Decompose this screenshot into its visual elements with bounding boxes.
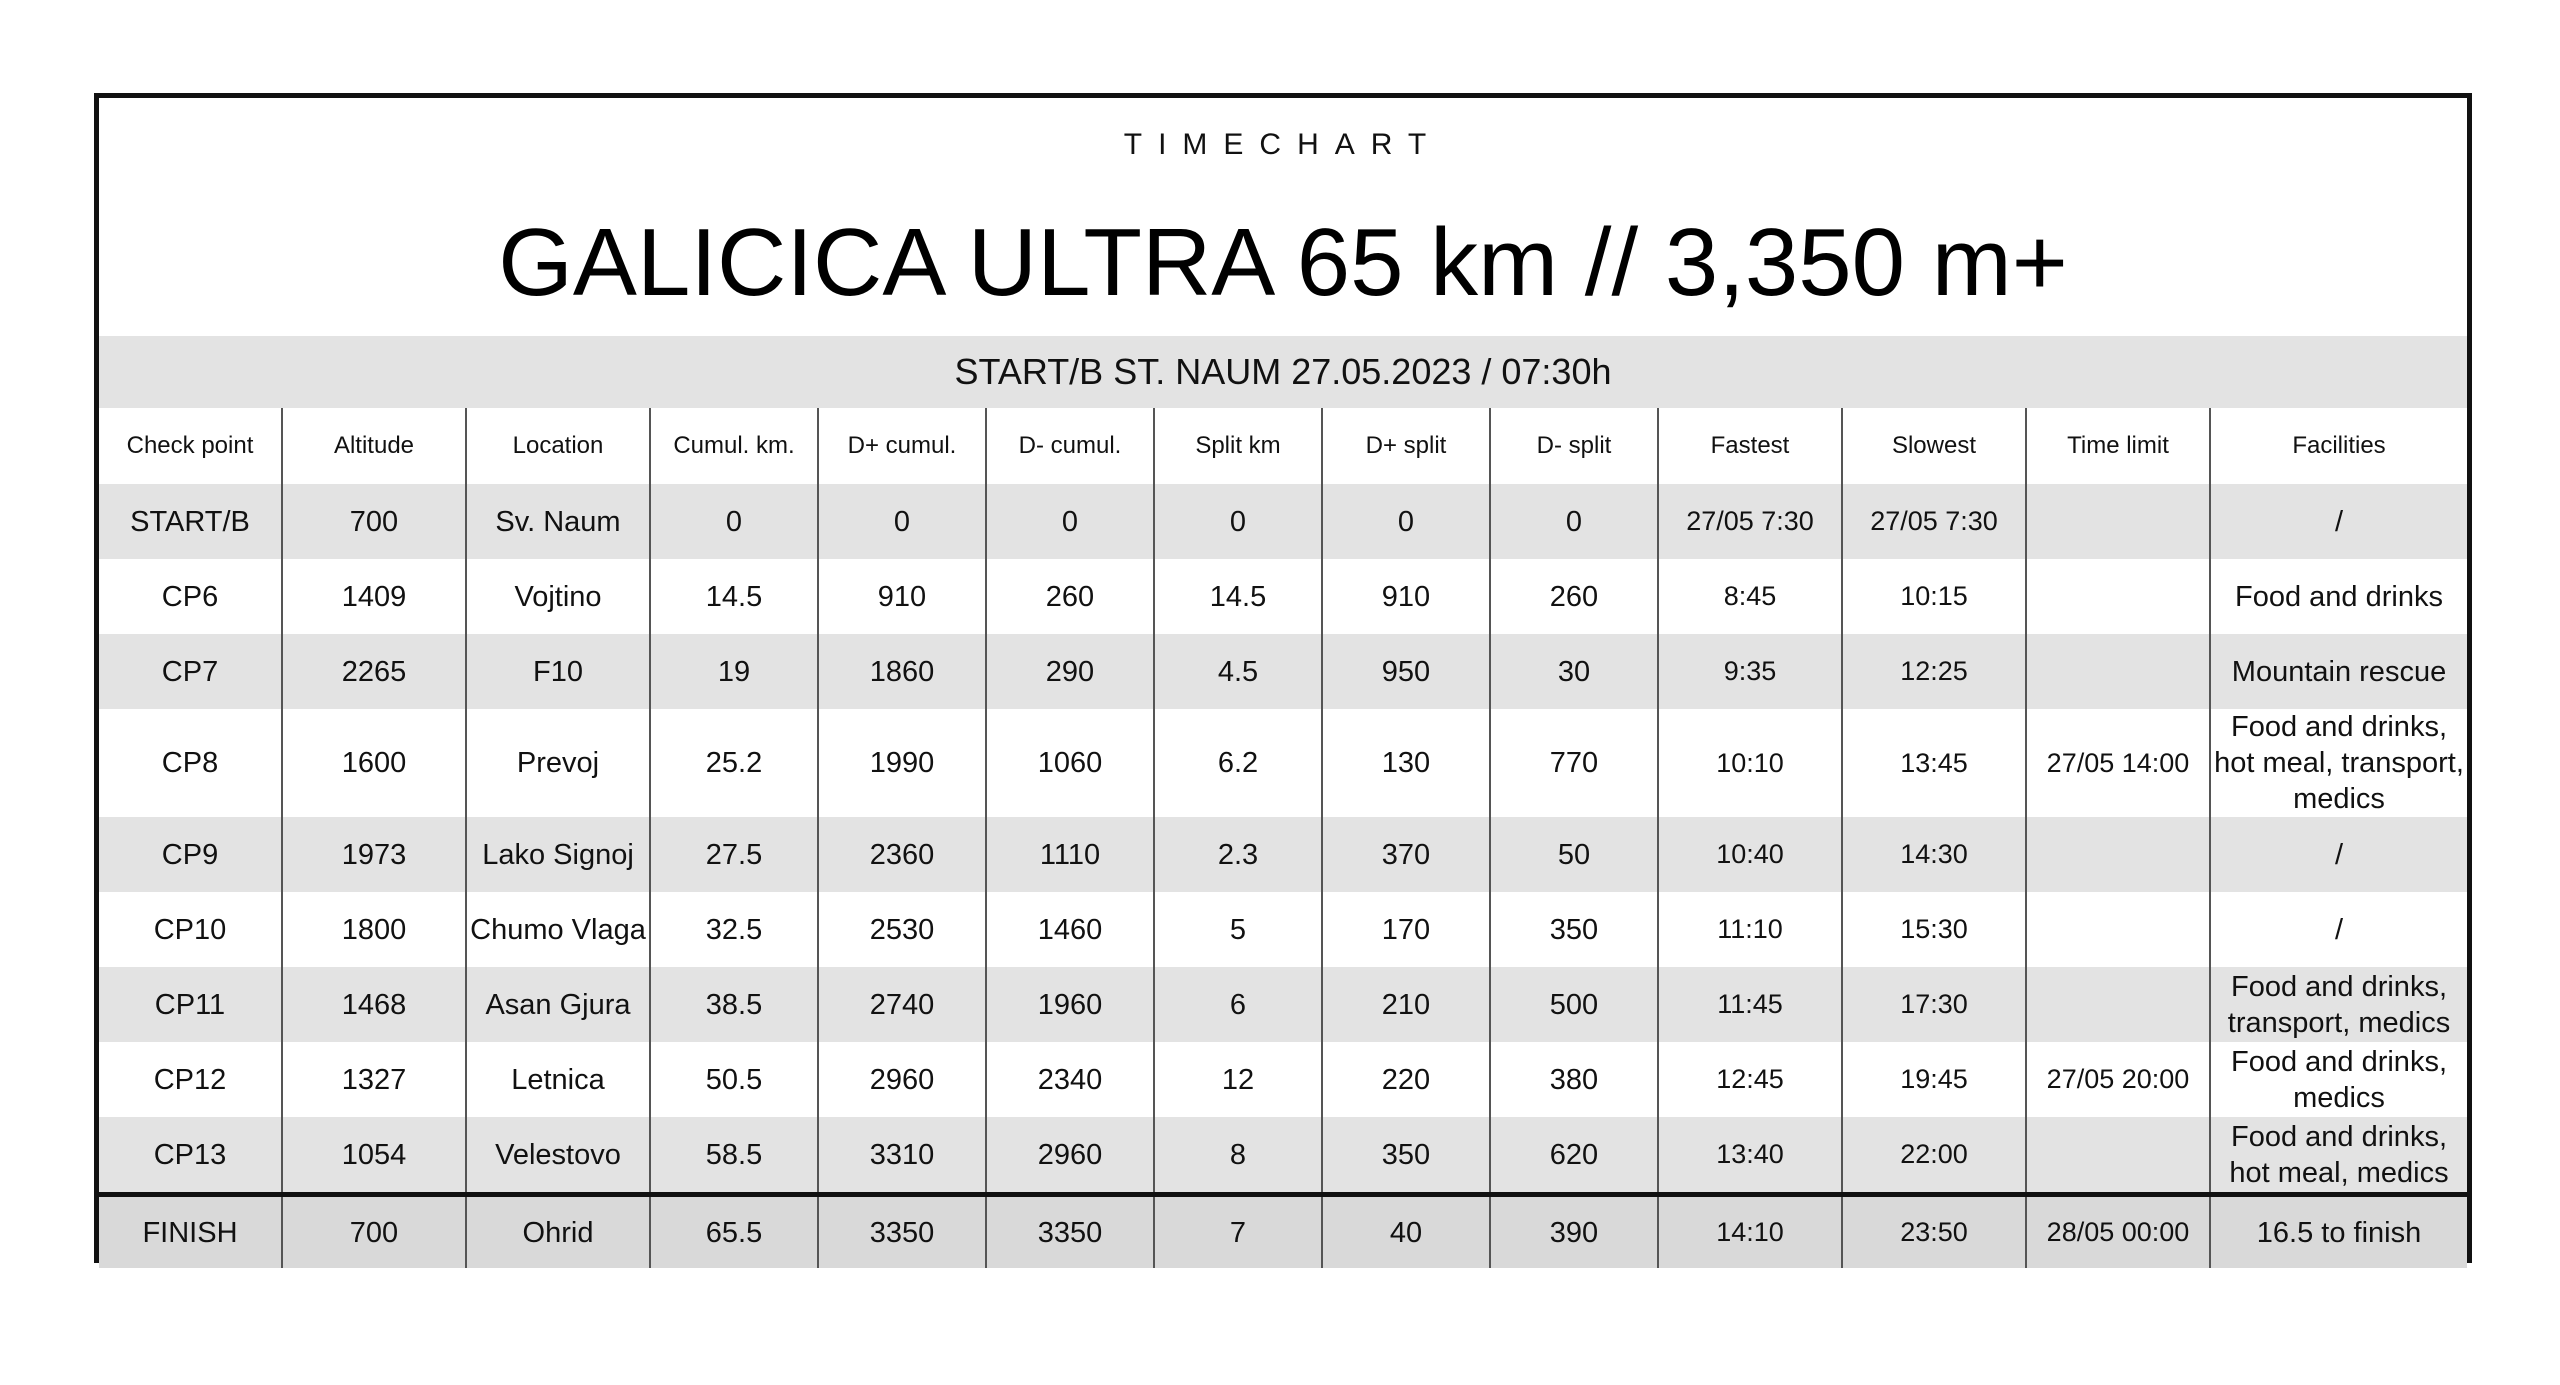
cell-facilities: Food and drinks, hot meal, transport, medics <box>2210 709 2467 817</box>
cell-cumul-km: 50.5 <box>650 1042 818 1117</box>
cell-altitude: 1973 <box>282 817 466 892</box>
cell-dplus-split: 0 <box>1322 484 1490 559</box>
table-row <box>99 484 2467 559</box>
cell-location: Velestovo <box>466 1117 650 1195</box>
cell-dminus-split: 380 <box>1490 1042 1658 1117</box>
cell-altitude: 700 <box>282 484 466 559</box>
cell-cumul-km: 25.2 <box>650 709 818 817</box>
cell-time-limit: 28/05 00:00 <box>2026 1195 2210 1269</box>
cell-fastest: 8:45 <box>1658 559 1842 634</box>
cell-dplus-split: 350 <box>1322 1117 1490 1195</box>
cell-facilities: Food and drinks, hot meal, medics <box>2210 1117 2467 1195</box>
timechart-kicker: TIMECHART <box>1123 128 1443 161</box>
cell-split-km: 4.5 <box>1154 634 1322 709</box>
start-info-bar: START/B ST. NAUM 27.05.2023 / 07:30h <box>99 336 2467 408</box>
cell-fastest: 27/05 7:30 <box>1658 484 1842 559</box>
cell-altitude: 2265 <box>282 634 466 709</box>
cell-altitude: 1054 <box>282 1117 466 1195</box>
cell-dminus-cumul: 1060 <box>986 709 1154 817</box>
column-header: Fastest <box>1658 408 1842 484</box>
cell-facilities: / <box>2210 892 2467 967</box>
cell-time-limit <box>2026 484 2210 559</box>
cell-time-limit <box>2026 1117 2210 1195</box>
column-header: Split km <box>1154 408 1322 484</box>
cell-altitude: 1600 <box>282 709 466 817</box>
cell-time-limit <box>2026 967 2210 1042</box>
table-row <box>99 967 2467 1042</box>
table-row <box>99 559 2467 634</box>
cell-fastest: 9:35 <box>1658 634 1842 709</box>
cell-dplus-split: 910 <box>1322 559 1490 634</box>
table-row <box>99 1117 2467 1195</box>
cell-split-km: 0 <box>1154 484 1322 559</box>
cell-dplus-cumul: 2530 <box>818 892 986 967</box>
cell-time-limit <box>2026 634 2210 709</box>
cell-split-km: 5 <box>1154 892 1322 967</box>
cell-altitude: 1468 <box>282 967 466 1042</box>
cell-dplus-cumul: 1860 <box>818 634 986 709</box>
cell-fastest: 11:45 <box>1658 967 1842 1042</box>
cell-location: Letnica <box>466 1042 650 1117</box>
cell-location: Asan Gjura <box>466 967 650 1042</box>
cell-location: Sv. Naum <box>466 484 650 559</box>
timechart-frame <box>94 93 2472 1263</box>
cell-dplus-cumul: 0 <box>818 484 986 559</box>
cell-dminus-split: 0 <box>1490 484 1658 559</box>
cell-checkpoint: CP10 <box>153 913 227 946</box>
cell-slowest: 17:30 <box>1842 967 2026 1042</box>
column-header: Facilities <box>2210 408 2467 484</box>
cell-facilities: / <box>2210 817 2467 892</box>
table-row <box>99 892 2467 967</box>
cell-fastest: 11:10 <box>1658 892 1842 967</box>
cell-cumul-km: 19 <box>650 634 818 709</box>
cell-dminus-split: 260 <box>1490 559 1658 634</box>
cell-split-km: 6 <box>1154 967 1322 1042</box>
cell-split-km: 8 <box>1154 1117 1322 1195</box>
cell-dminus-cumul: 260 <box>986 559 1154 634</box>
cell-dminus-split: 770 <box>1490 709 1658 817</box>
cell-dminus-cumul: 1110 <box>986 817 1154 892</box>
cell-checkpoint: START/B <box>99 484 282 559</box>
cell-dplus-cumul: 3350 <box>818 1195 986 1269</box>
cell-split-km: 12 <box>1154 1042 1322 1117</box>
cell-slowest: 12:25 <box>1842 634 2026 709</box>
cell-slowest: 15:30 <box>1842 892 2026 967</box>
cell-dplus-cumul: 910 <box>818 559 986 634</box>
cell-slowest: 10:15 <box>1842 559 2026 634</box>
cell-location: Chumo Vlaga <box>466 892 650 967</box>
cell-dplus-split: 370 <box>1322 817 1490 892</box>
cell-dplus-split: 950 <box>1322 634 1490 709</box>
cell-slowest: 13:45 <box>1842 709 2026 817</box>
column-header: Slowest <box>1842 408 2026 484</box>
column-header: Location <box>466 408 650 484</box>
cell-checkpoint: CP6 <box>161 580 219 613</box>
cell-cumul-km: 0 <box>650 484 818 559</box>
cell-split-km: 6.2 <box>1154 709 1322 817</box>
column-header: Time limit <box>2026 408 2210 484</box>
cell-time-limit <box>2026 817 2210 892</box>
cell-cumul-km: 27.5 <box>650 817 818 892</box>
cell-slowest: 14:30 <box>1842 817 2026 892</box>
cell-time-limit <box>2026 892 2210 967</box>
cell-cumul-km: 38.5 <box>650 967 818 1042</box>
cell-dminus-split: 390 <box>1490 1195 1658 1269</box>
cell-dminus-split: 500 <box>1490 967 1658 1042</box>
cell-checkpoint: CP9 <box>99 817 282 892</box>
cell-split-km: 14.5 <box>1154 559 1322 634</box>
cell-altitude: 1800 <box>282 892 466 967</box>
cell-dminus-cumul: 1460 <box>986 892 1154 967</box>
cell-dminus-split: 620 <box>1490 1117 1658 1195</box>
cell-facilities: / <box>2210 484 2467 559</box>
cell-dminus-split: 350 <box>1490 892 1658 967</box>
cell-fastest: 12:45 <box>1658 1042 1842 1117</box>
cell-fastest: 10:10 <box>1658 709 1842 817</box>
cell-dplus-cumul: 1990 <box>818 709 986 817</box>
cell-dplus-split: 170 <box>1322 892 1490 967</box>
cell-altitude: 700 <box>282 1195 466 1269</box>
cell-slowest: 22:00 <box>1842 1117 2026 1195</box>
cell-split-km: 7 <box>1154 1195 1322 1269</box>
finish-row <box>99 1195 2467 1269</box>
cell-time-limit: 27/05 14:00 <box>2026 709 2210 817</box>
cell-dplus-cumul: 2360 <box>818 817 986 892</box>
cell-dminus-cumul: 3350 <box>986 1195 1154 1269</box>
cell-fastest: 14:10 <box>1658 1195 1842 1269</box>
cell-dplus-split: 40 <box>1322 1195 1490 1269</box>
cell-dminus-cumul: 290 <box>986 634 1154 709</box>
cell-dplus-cumul: 2740 <box>818 967 986 1042</box>
table-row <box>99 634 2467 709</box>
column-header: Altitude <box>282 408 466 484</box>
column-header: D+ cumul. <box>818 408 986 484</box>
cell-facilities: Food and drinks, transport, medics <box>2210 967 2467 1042</box>
cell-facilities: Mountain rescue <box>2210 634 2467 709</box>
cell-dminus-split: 50 <box>1490 817 1658 892</box>
cell-slowest: 23:50 <box>1842 1195 2026 1269</box>
cell-slowest: 19:45 <box>1842 1042 2026 1117</box>
cell-checkpoint: FINISH <box>99 1195 282 1269</box>
cell-cumul-km: 32.5 <box>650 892 818 967</box>
cell-dminus-cumul: 1960 <box>986 967 1154 1042</box>
cell-location: Ohrid <box>466 1195 650 1269</box>
cell-slowest: 27/05 7:30 <box>1842 484 2026 559</box>
cell-time-limit <box>2026 559 2210 634</box>
cell-dplus-split: 130 <box>1322 709 1490 817</box>
cell-cumul-km: 14.5 <box>650 559 818 634</box>
cell-location: Lako Signoj <box>466 817 650 892</box>
race-title: GALICICA ULTRA 65 km // 3,350 m+ <box>498 209 2068 316</box>
cell-facilities: 16.5 to finish <box>2210 1195 2467 1269</box>
column-header: Cumul. km. <box>650 408 818 484</box>
cell-dminus-cumul: 2960 <box>986 1117 1154 1195</box>
cell-checkpoint: CP7 <box>99 634 282 709</box>
cell-dplus-split: 210 <box>1322 967 1490 1042</box>
cell-fastest: 10:40 <box>1658 817 1842 892</box>
cell-cumul-km: 65.5 <box>650 1195 818 1269</box>
cell-dplus-cumul: 2960 <box>818 1042 986 1117</box>
cell-checkpoint: CP13 <box>99 1117 282 1195</box>
cell-checkpoint: CP8 <box>161 747 219 779</box>
cell-location: F10 <box>466 634 650 709</box>
table-row <box>99 709 2467 817</box>
header-row <box>99 408 2467 484</box>
cell-dplus-split: 220 <box>1322 1042 1490 1117</box>
cell-altitude: 1409 <box>282 559 466 634</box>
cell-cumul-km: 58.5 <box>650 1117 818 1195</box>
table-row <box>99 1042 2467 1117</box>
column-header: D+ split <box>1322 408 1490 484</box>
cell-split-km: 2.3 <box>1154 817 1322 892</box>
cell-checkpoint: CP11 <box>99 967 282 1042</box>
cell-dminus-split: 30 <box>1490 634 1658 709</box>
cell-time-limit: 27/05 20:00 <box>2026 1042 2210 1117</box>
column-header: D- split <box>1490 408 1658 484</box>
cell-fastest: 13:40 <box>1658 1117 1842 1195</box>
cell-facilities: Food and drinks, medics <box>2210 1042 2467 1117</box>
cell-checkpoint: CP12 <box>153 1063 227 1096</box>
cell-altitude: 1327 <box>282 1042 466 1117</box>
cell-dplus-cumul: 3310 <box>818 1117 986 1195</box>
column-header: D- cumul. <box>986 408 1154 484</box>
cell-dminus-cumul: 0 <box>986 484 1154 559</box>
column-header: Check point <box>126 432 254 459</box>
timechart-body <box>99 408 2467 1268</box>
table-row <box>99 817 2467 892</box>
cell-dminus-cumul: 2340 <box>986 1042 1154 1117</box>
timechart-table <box>99 408 2467 1268</box>
cell-facilities: Food and drinks <box>2210 559 2467 634</box>
cell-location: Vojtino <box>466 559 650 634</box>
cell-location: Prevoj <box>466 709 650 817</box>
